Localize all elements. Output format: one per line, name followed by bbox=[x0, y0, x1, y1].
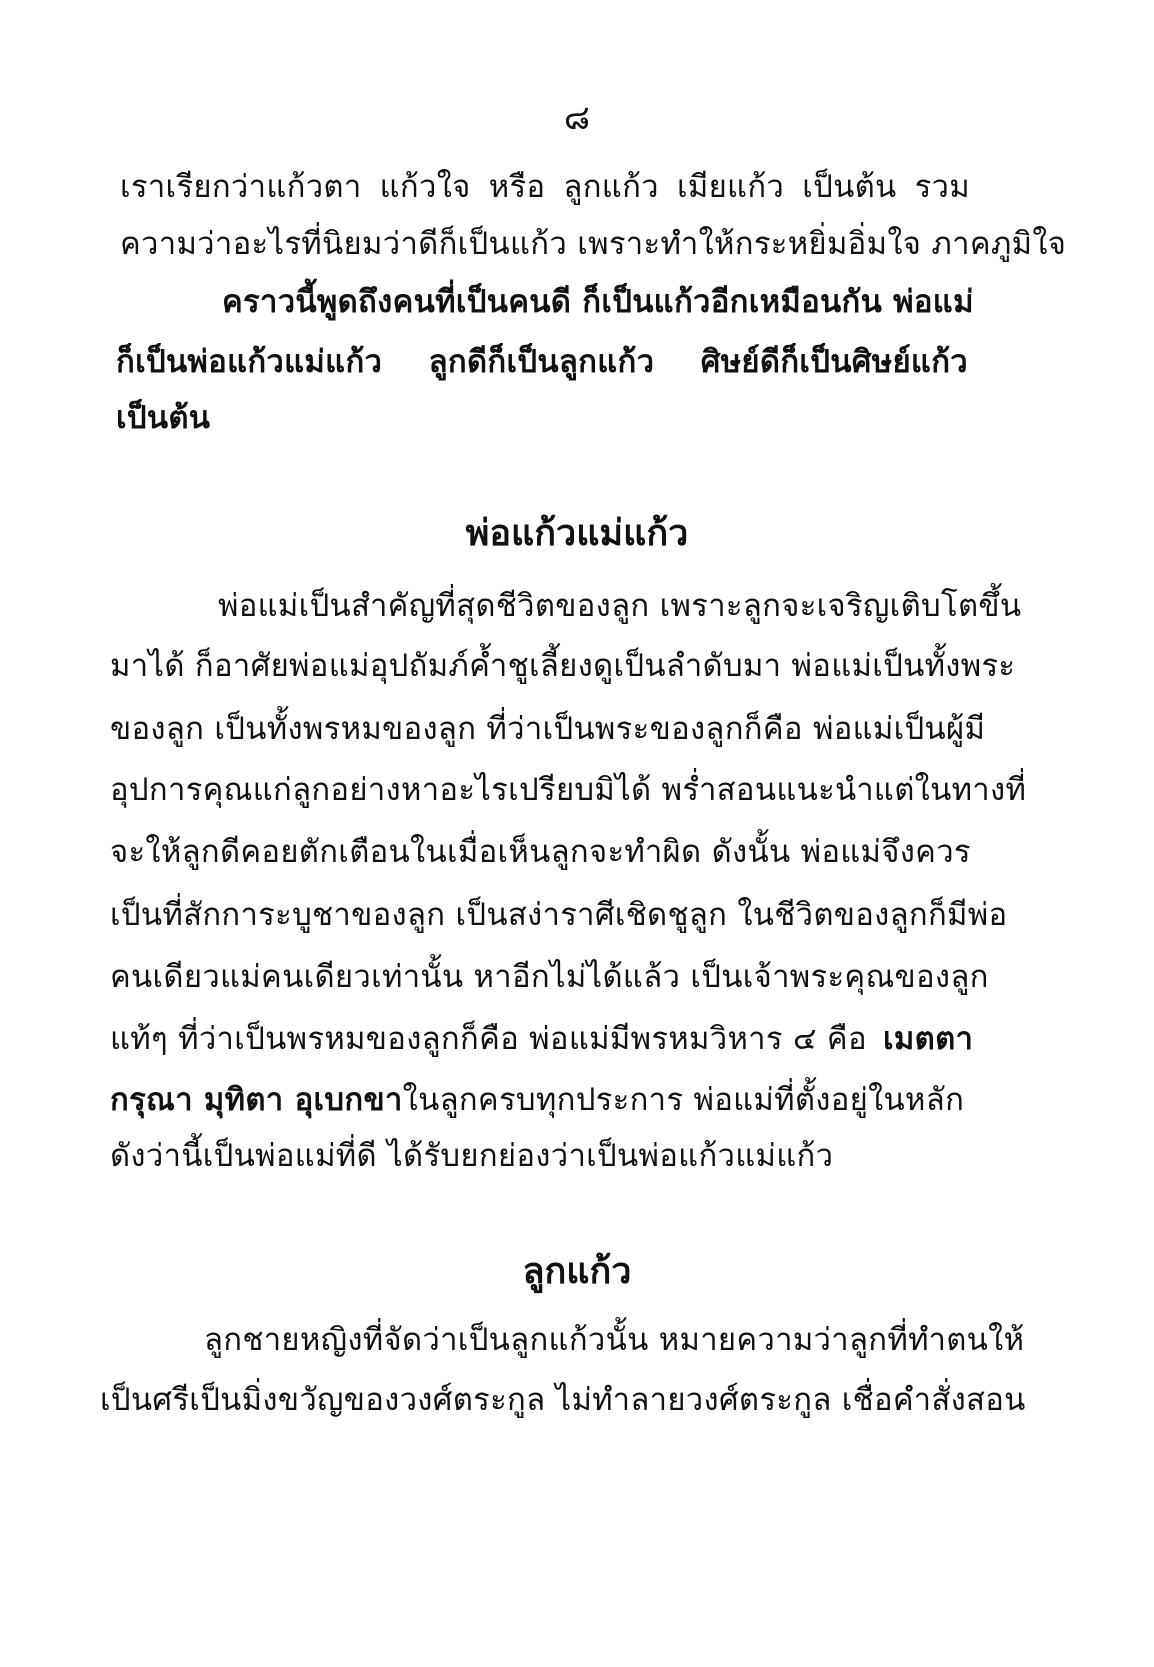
page-number: ๘ bbox=[563, 98, 591, 138]
section1-line-6: เป็นที่สักการะบูชาของลูก เป็นสง่าราศีเชิดชูลูก ในชีวิตของลูกก็มีพ่อ bbox=[110, 897, 1008, 933]
section1-line-4: อุปการคุณแก่ลูกอย่างหาอะไรเปรียบมิได้ พร่ำสอนแนะนำแต่ในทางที่ bbox=[110, 772, 1027, 808]
bold-term-metta: เมตตา bbox=[883, 1021, 974, 1057]
section1-line-8 bbox=[110, 1017, 973, 1061]
intro-line-4: ก็เป็นพ่อแก้วแม่แก้ว ลูกดีก็เป็นลูกแก้ว ศิษย์ดีก็เป็นศิษย์แก้ว bbox=[116, 344, 968, 380]
intro-line-1: เราเรียกว่าแก้วตา แก้วใจ หรือ ลูกแก้ว เมียแก้ว เป็นต้น รวม bbox=[120, 169, 970, 205]
section1-line-5: จะให้ลูกดีคอยตักเตือนในเมื่อเห็นลูกจะทำผิด ดังนั้น พ่อแม่จึงควร bbox=[110, 834, 971, 870]
section1-line-9-text: ในลูกครบทุกประการ พ่อแม่ที่ตั้งอยู่ในหลัก bbox=[402, 1082, 965, 1118]
intro-line-2: ความว่าอะไรที่นิยมว่าดีก็เป็นแก้ว เพราะทำให้กระหยิ่มอิ่มใจ ภาคภูมิใจ bbox=[120, 226, 1067, 262]
section-heading-child: ลูกแก้ว bbox=[522, 1251, 632, 1292]
section2-line-1: ลูกชายหญิงที่จัดว่าเป็นลูกแก้วนั้น หมายความว่าลูกที่ทำตนให้ bbox=[204, 1322, 1025, 1358]
section1-line-2: มาได้ ก็อาศัยพ่อแม่อุปถัมภ์ค้ำชูเลี้ยงดูเป็นลำดับมา พ่อแม่เป็นทั้งพระ bbox=[110, 648, 1016, 684]
section-heading-parents: พ่อแก้วแม่แก้ว bbox=[465, 513, 689, 554]
section1-line-3: ของลูก เป็นทั้งพรหมของลูก ที่ว่าเป็นพระของลูกก็คือ พ่อแม่เป็นผู้มี bbox=[110, 711, 986, 747]
bold-terms-brahmavihara: กรุณา มุทิตา อุเบกขา bbox=[110, 1082, 403, 1118]
section1-line-9 bbox=[110, 1078, 964, 1122]
section1-line-8-text: แท้ๆ ที่ว่าเป็นพรหมของลูกก็คือ พ่อแม่มีพรหมวิหาร ๔ คือ bbox=[110, 1021, 867, 1057]
intro-line-3: คราวนี้พูดถึงคนที่เป็นคนดี ก็เป็นแก้วอีกเหมือนกัน พ่อแม่ bbox=[222, 284, 974, 320]
section1-line-10: ดังว่านี้เป็นพ่อแม่ที่ดี ได้รับยกย่องว่าเป็นพ่อแก้วแม่แก้ว bbox=[110, 1138, 834, 1174]
section1-line-1: พ่อแม่เป็นสำคัญที่สุดชีวิตของลูก เพราะลูกจะเจริญเติบโตขึ้น bbox=[218, 588, 1022, 624]
section1-line-7: คนเดียวแม่คนเดียวเท่านั้น หาอีกไม่ได้แล้ว เป็นเจ้าพระคุณของลูก bbox=[110, 959, 989, 995]
section2-line-2: เป็นศรีเป็นมิ่งขวัญของวงศ์ตระกูล ไม่ทำลายวงศ์ตระกูล เชื่อคำสั่งสอน bbox=[100, 1382, 1026, 1418]
intro-line-5: เป็นต้น bbox=[116, 400, 211, 436]
